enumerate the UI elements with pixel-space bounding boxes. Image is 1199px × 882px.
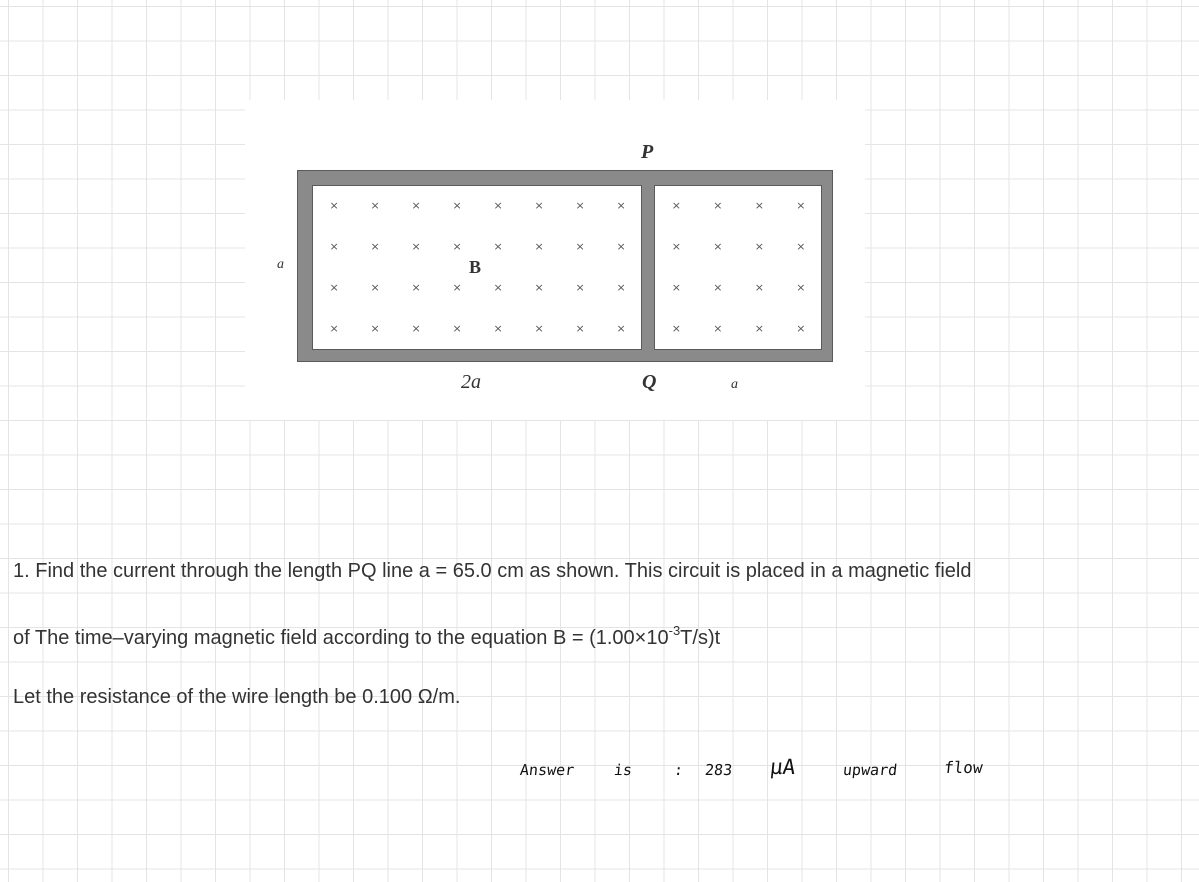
field-cross: × (534, 199, 544, 213)
field-cross: × (796, 199, 806, 213)
problem-line-3: Let the resistance of the wire length be 0.100 Ω/m. (13, 686, 461, 708)
field-cross: × (452, 240, 462, 254)
field-cross: × (534, 280, 544, 294)
field-cross: × (493, 240, 503, 254)
field-cross: × (370, 240, 380, 254)
circuit-figure (245, 100, 865, 420)
label-2a: 2a (461, 371, 481, 393)
answer-is: is (613, 761, 634, 779)
answer-word: Answer (519, 761, 576, 779)
field-cross: × (754, 321, 764, 335)
field-cross: × (616, 240, 626, 254)
field-cross: × (370, 280, 380, 294)
field-cross: × (534, 240, 544, 254)
field-cross: × (754, 280, 764, 294)
field-cross: × (452, 280, 462, 294)
wire-loop-frame (297, 170, 833, 362)
field-cross: × (671, 280, 681, 294)
field-cross: × (616, 199, 626, 213)
field-cross: × (452, 321, 462, 335)
field-cross: × (411, 321, 421, 335)
field-cross: × (411, 240, 421, 254)
field-cross: × (796, 280, 806, 294)
field-cross: × (671, 240, 681, 254)
field-cross: × (370, 199, 380, 213)
field-cross: × (575, 240, 585, 254)
label-q: Q (642, 371, 657, 393)
field-cross: × (796, 321, 806, 335)
field-cross: × (493, 280, 503, 294)
answer-colon: : (673, 761, 685, 779)
equation-exponent: -3 (668, 623, 681, 638)
field-cross: × (411, 199, 421, 213)
field-cross: × (575, 199, 585, 213)
field-cross: × (370, 321, 380, 335)
field-cross: × (616, 321, 626, 335)
right-field-region (654, 185, 822, 350)
left-field-region (312, 185, 642, 350)
field-cross: × (671, 199, 681, 213)
field-cross: × (493, 199, 503, 213)
field-cross: × (713, 321, 723, 335)
problem-line-2 (13, 624, 720, 648)
field-cross: × (754, 199, 764, 213)
field-cross: × (493, 321, 503, 335)
answer-unit: μA (768, 755, 797, 779)
field-cross: × (329, 199, 339, 213)
field-cross: × (329, 280, 339, 294)
field-cross: × (713, 280, 723, 294)
problem-line-1: 1. Find the current through the length PQ line a = 65.0 cm as shown. This circuit is placed in a magnetic field (13, 560, 972, 582)
label-a-left: a (277, 257, 284, 272)
field-cross: × (534, 321, 544, 335)
equation-suffix: T/s)t (680, 627, 721, 649)
field-cross: × (754, 240, 764, 254)
field-cross: × (452, 199, 462, 213)
label-p: P (641, 141, 654, 163)
answer-direction: upward (842, 761, 899, 779)
field-cross: × (575, 321, 585, 335)
field-cross: × (616, 280, 626, 294)
label-a-right: a (731, 377, 738, 392)
field-cross: × (329, 240, 339, 254)
field-cross: × (575, 280, 585, 294)
answer-value: 283 (704, 761, 734, 779)
field-cross: × (671, 321, 681, 335)
field-cross: × (411, 280, 421, 294)
equation-prefix: of The time–varying magnetic field according to the equation B = (1.00×10 (13, 627, 669, 649)
field-cross: × (329, 321, 339, 335)
field-cross: × (796, 240, 806, 254)
label-b-field: B (469, 257, 482, 277)
field-cross: × (713, 240, 723, 254)
field-cross: × (713, 199, 723, 213)
answer-flow: flow (943, 758, 984, 777)
